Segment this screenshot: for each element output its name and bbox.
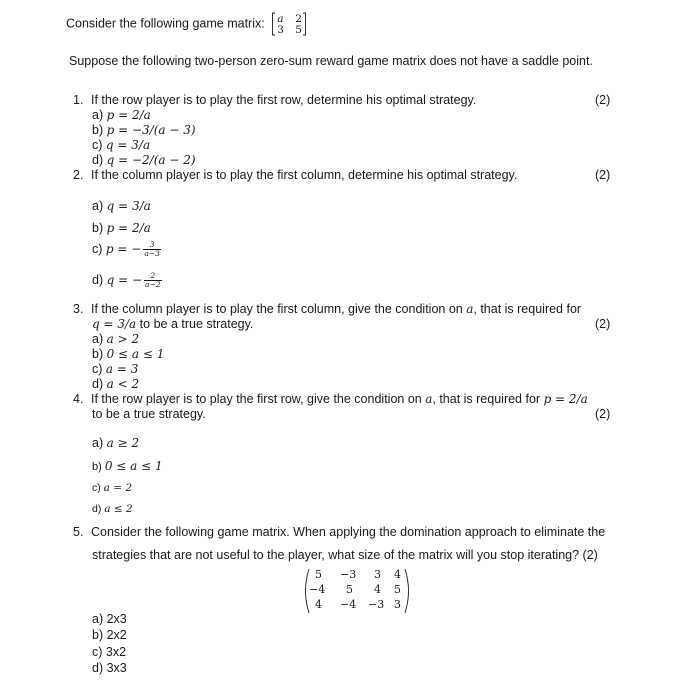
q5-matrix-r2c2: 5: [346, 583, 353, 596]
q4-heading-line2: to be a true strategy.: [92, 407, 206, 421]
q1-option-c-text: q = 3/a: [105, 138, 151, 152]
q5-option-b-label: b): [92, 628, 104, 642]
q4-number: 4.: [73, 392, 84, 406]
intro-matrix: [271, 12, 307, 36]
q3-option-a: [92, 332, 139, 346]
q5-matrix-r1c3: 3: [374, 568, 381, 581]
q5-option-a: [92, 612, 127, 626]
q2-option-c-denominator: a−3: [144, 249, 160, 258]
q4-text: If the row player is to play the first row, give the condition on: [91, 392, 422, 406]
q3-option-d-label: d): [92, 377, 104, 391]
q2-points: (2): [595, 168, 611, 182]
q3-line2-text: to be a true strategy.: [136, 317, 254, 331]
intro-matrix-r2c2: 5: [295, 24, 302, 36]
q3-number: 3.: [73, 302, 84, 316]
q4-points: (2): [595, 407, 611, 421]
q5-matrix-r3c3: −3: [368, 598, 385, 611]
q3-option-b-text: 0 ≤ a ≤ 1: [106, 347, 165, 361]
q4-option-d-label: d): [92, 503, 102, 515]
q3-option-c-text: a = 3: [105, 362, 139, 376]
q4-option-d-text: a ≤ 2: [104, 503, 133, 515]
q5-option-c-label: c): [92, 645, 103, 659]
q4-option-a-label: a): [92, 436, 104, 450]
q2-option-d-numerator: 2: [144, 272, 162, 281]
q1-option-d: [92, 153, 196, 167]
q1-text: If the row player is to play the first row, determine his optimal strategy.: [91, 93, 477, 107]
q2-option-c-fraction: [143, 241, 161, 258]
q5-number: 5.: [73, 525, 84, 539]
q4-math-end: p = 2/a: [543, 392, 588, 406]
q1-heading: [73, 93, 613, 107]
q2-option-b-text: p = 2/a: [106, 221, 151, 235]
q5-line1: Consider the following game matrix. When applying the domination approach to eliminate the: [91, 525, 606, 539]
q1-option-c: [92, 138, 150, 152]
q4-text-mid: , that is required for: [432, 392, 541, 406]
q4-var: a: [425, 392, 433, 406]
q5-matrix-r3c2: −4: [340, 598, 357, 611]
q2-heading: [73, 168, 613, 182]
q5-option-c: [92, 645, 126, 659]
q1-option-d-text: q = −2/(a − 2): [106, 153, 196, 167]
q2-option-b-label: b): [92, 221, 104, 235]
q5-matrix-r1c1: 5: [315, 568, 322, 581]
q1-option-b-text: p = −3/(a − 3): [106, 123, 196, 137]
q4-option-d: [92, 503, 133, 515]
q4-option-b-label: b): [92, 461, 102, 473]
q3-heading: [73, 302, 581, 316]
q3-option-a-label: a): [92, 332, 104, 346]
q4-option-a: [92, 436, 139, 450]
intro-matrix-r1c1: a: [277, 13, 284, 25]
q3-text: If the column player is to play the first column, give the condition on: [91, 302, 463, 316]
q5-matrix-r3c1: 4: [315, 598, 322, 611]
q2-option-d-fraction: [144, 272, 162, 289]
q1-option-a-label: a): [92, 108, 104, 122]
q5-matrix-r2c3: 4: [374, 583, 381, 596]
q2-option-c-lhs: p = −: [105, 241, 142, 256]
intro-line: [66, 12, 307, 36]
q3-line2-math: q = 3/a: [92, 317, 137, 331]
q1-option-a-text: p = 2/a: [106, 108, 151, 122]
q5-heading: [73, 525, 605, 539]
q1-points: (2): [595, 93, 611, 107]
intro-text: Consider the following game matrix:: [66, 16, 265, 31]
q3-heading-line2: [92, 317, 253, 331]
q3-option-b-label: b): [92, 347, 104, 361]
q3-points: (2): [595, 317, 611, 331]
q4-option-b-text: 0 ≤ a ≤ 1: [104, 459, 163, 473]
q3-option-c-label: c): [92, 362, 103, 376]
q3-text-end: , that is required for: [473, 302, 582, 316]
q2-option-a-text: q = 3/a: [106, 199, 151, 213]
q3-option-c: [92, 362, 138, 376]
intro-matrix-r1c2: 2: [295, 13, 302, 25]
statement: Suppose the following two-person zero-sum reward game matrix does not have a saddle point.: [69, 54, 593, 68]
q5-matrix-r1c2: −3: [340, 568, 357, 581]
q4-option-a-text: a ≥ 2: [106, 436, 140, 450]
q2-number: 2.: [73, 168, 84, 182]
q2-option-b: [92, 221, 151, 235]
q2-option-a: [92, 199, 151, 213]
q2-option-d-lhs: q = −: [106, 272, 143, 287]
q5-option-d: [92, 661, 127, 675]
q2-option-c-label: c): [92, 241, 103, 256]
q5-option-a-label: a): [92, 612, 104, 626]
q5-line2: strategies that are not useful to the player, what size of the matrix will you stop iterating? (2): [92, 548, 598, 562]
q2-option-d: [92, 272, 162, 289]
q2-option-c-numerator: 3: [143, 241, 161, 250]
q5-matrix-r3c4: 3: [394, 598, 401, 611]
q4-option-c-label: c): [92, 482, 101, 494]
q1-number: 1.: [73, 93, 84, 107]
q2-option-d-label: d): [92, 272, 104, 287]
q3-var: a: [466, 302, 474, 316]
q1-option-c-label: c): [92, 138, 103, 152]
q1-option-b: [92, 123, 196, 137]
q3-option-d: [92, 377, 139, 391]
q2-text: If the column player is to play the first column, determine his optimal strategy.: [91, 168, 518, 182]
q4-heading: [73, 392, 588, 406]
q5-option-d-text: 3x3: [106, 661, 127, 675]
q5-option-b: [92, 628, 127, 642]
q5-matrix-r2c1: −4: [309, 583, 326, 596]
q5-option-d-label: d): [92, 661, 104, 675]
q3-option-d-text: a < 2: [106, 377, 140, 391]
q5-matrix-r2c4: 5: [394, 583, 401, 596]
q3-option-b: [92, 347, 164, 361]
q2-option-c: [92, 241, 161, 258]
q5-option-b-text: 2x2: [106, 628, 127, 642]
q1-option-a: [92, 108, 151, 122]
q5-option-c-text: 3x2: [105, 645, 127, 659]
q3-option-a-text: a > 2: [106, 332, 140, 346]
q1-option-b-label: b): [92, 123, 104, 137]
q4-option-c-text: a = 2: [103, 482, 133, 494]
q2-option-d-denominator: a−2: [145, 280, 161, 289]
q4-option-c: [92, 482, 132, 494]
q5-matrix: [302, 568, 412, 614]
q4-option-b: [92, 459, 163, 473]
intro-matrix-r2c1: 3: [277, 24, 284, 36]
q2-option-a-label: a): [92, 199, 104, 213]
q1-option-d-label: d): [92, 153, 104, 167]
q5-option-a-text: 2x3: [106, 612, 127, 626]
q5-matrix-r1c4: 4: [394, 568, 401, 581]
